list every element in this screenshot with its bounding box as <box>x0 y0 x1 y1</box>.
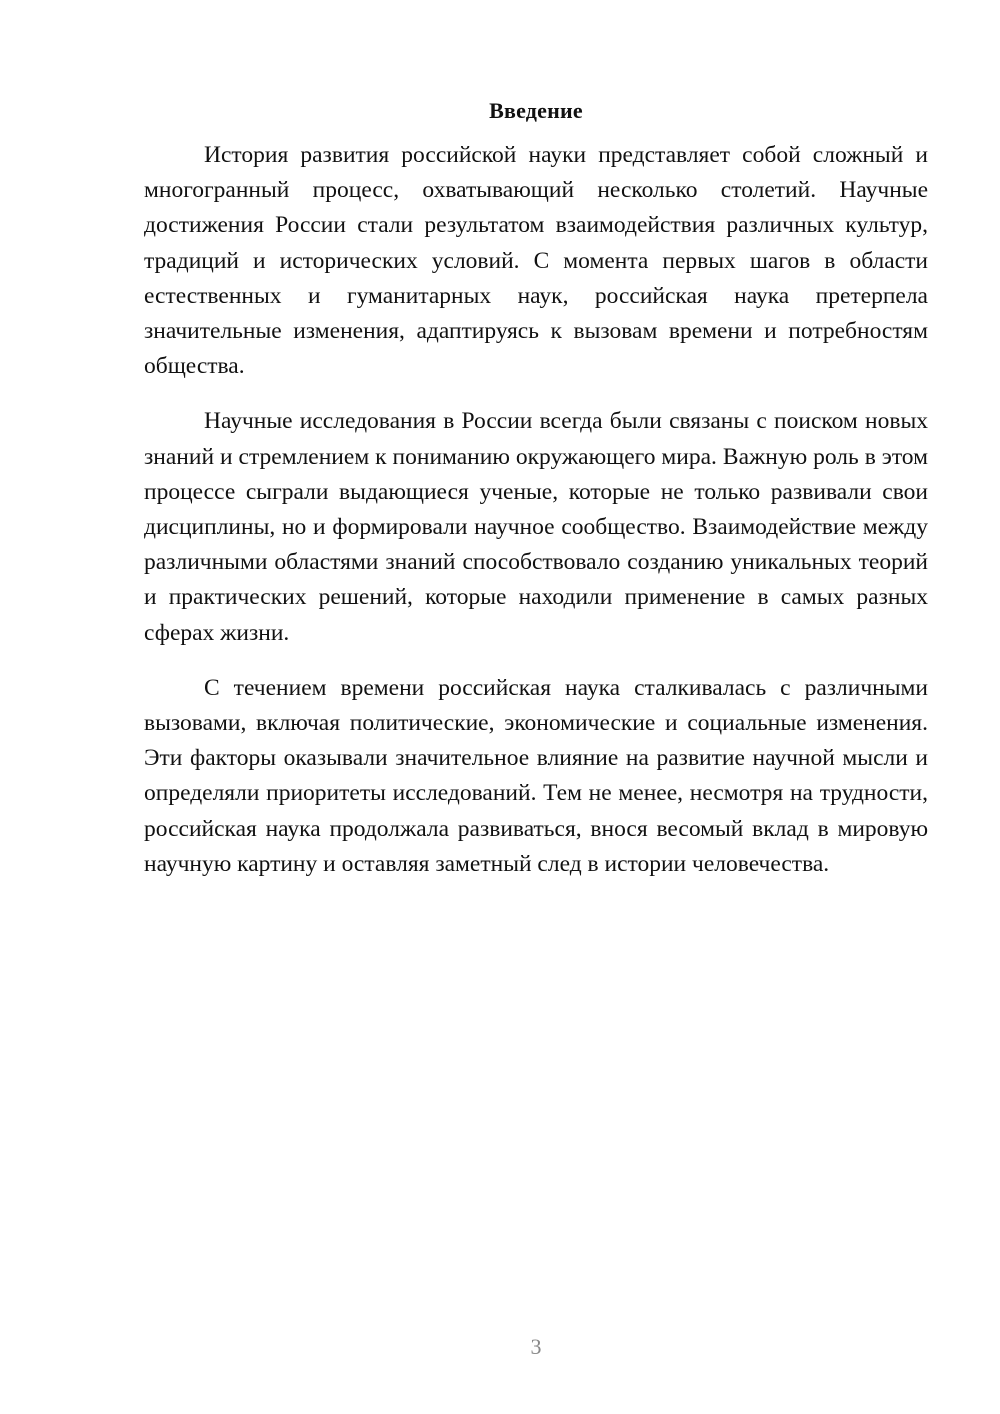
paragraph-2: Научные исследования в России всегда были связаны с поиском новых знаний и стремлением к пониманию окружающего мира. Важную роль в этом процессе сыграли выдающиеся ученые, которые не только развивали свои дисциплины, но и формировали научное сообщество. Взаимодействие между различными областями знаний способствовало созданию уникальных теорий и практических решений, которые находили применение в самых разных сферах жизни. <box>144 408 928 646</box>
paragraph-3: С течением времени российская наука сталкивалась с различными вызовами, включая политические, экономические и социальные изменения. Эти факторы оказывали значительное влияние на развитие научной мысли и определяли приоритеты исследований. Тем не менее, несмотря на трудности, российская наука продолжала развиваться, внося весомый вклад в мировую научную картину и оставляя заметный след в истории человечества. <box>144 674 928 877</box>
page-number: 3 <box>530 1334 542 1359</box>
section-heading: Введение <box>489 98 583 123</box>
page-content <box>144 96 928 902</box>
paragraph-1: История развития российской науки представляет собой сложный и многогранный процесс, охватывающий несколько столетий. Научные достижения России стали результатом взаимодействия различных культур, традиций и исторических условий. С момента первых шагов в области естественных и гуманитарных наук, российская наука претерпела значительные изменения, адаптируясь к вызовам времени и потребностям общества. <box>144 142 928 380</box>
